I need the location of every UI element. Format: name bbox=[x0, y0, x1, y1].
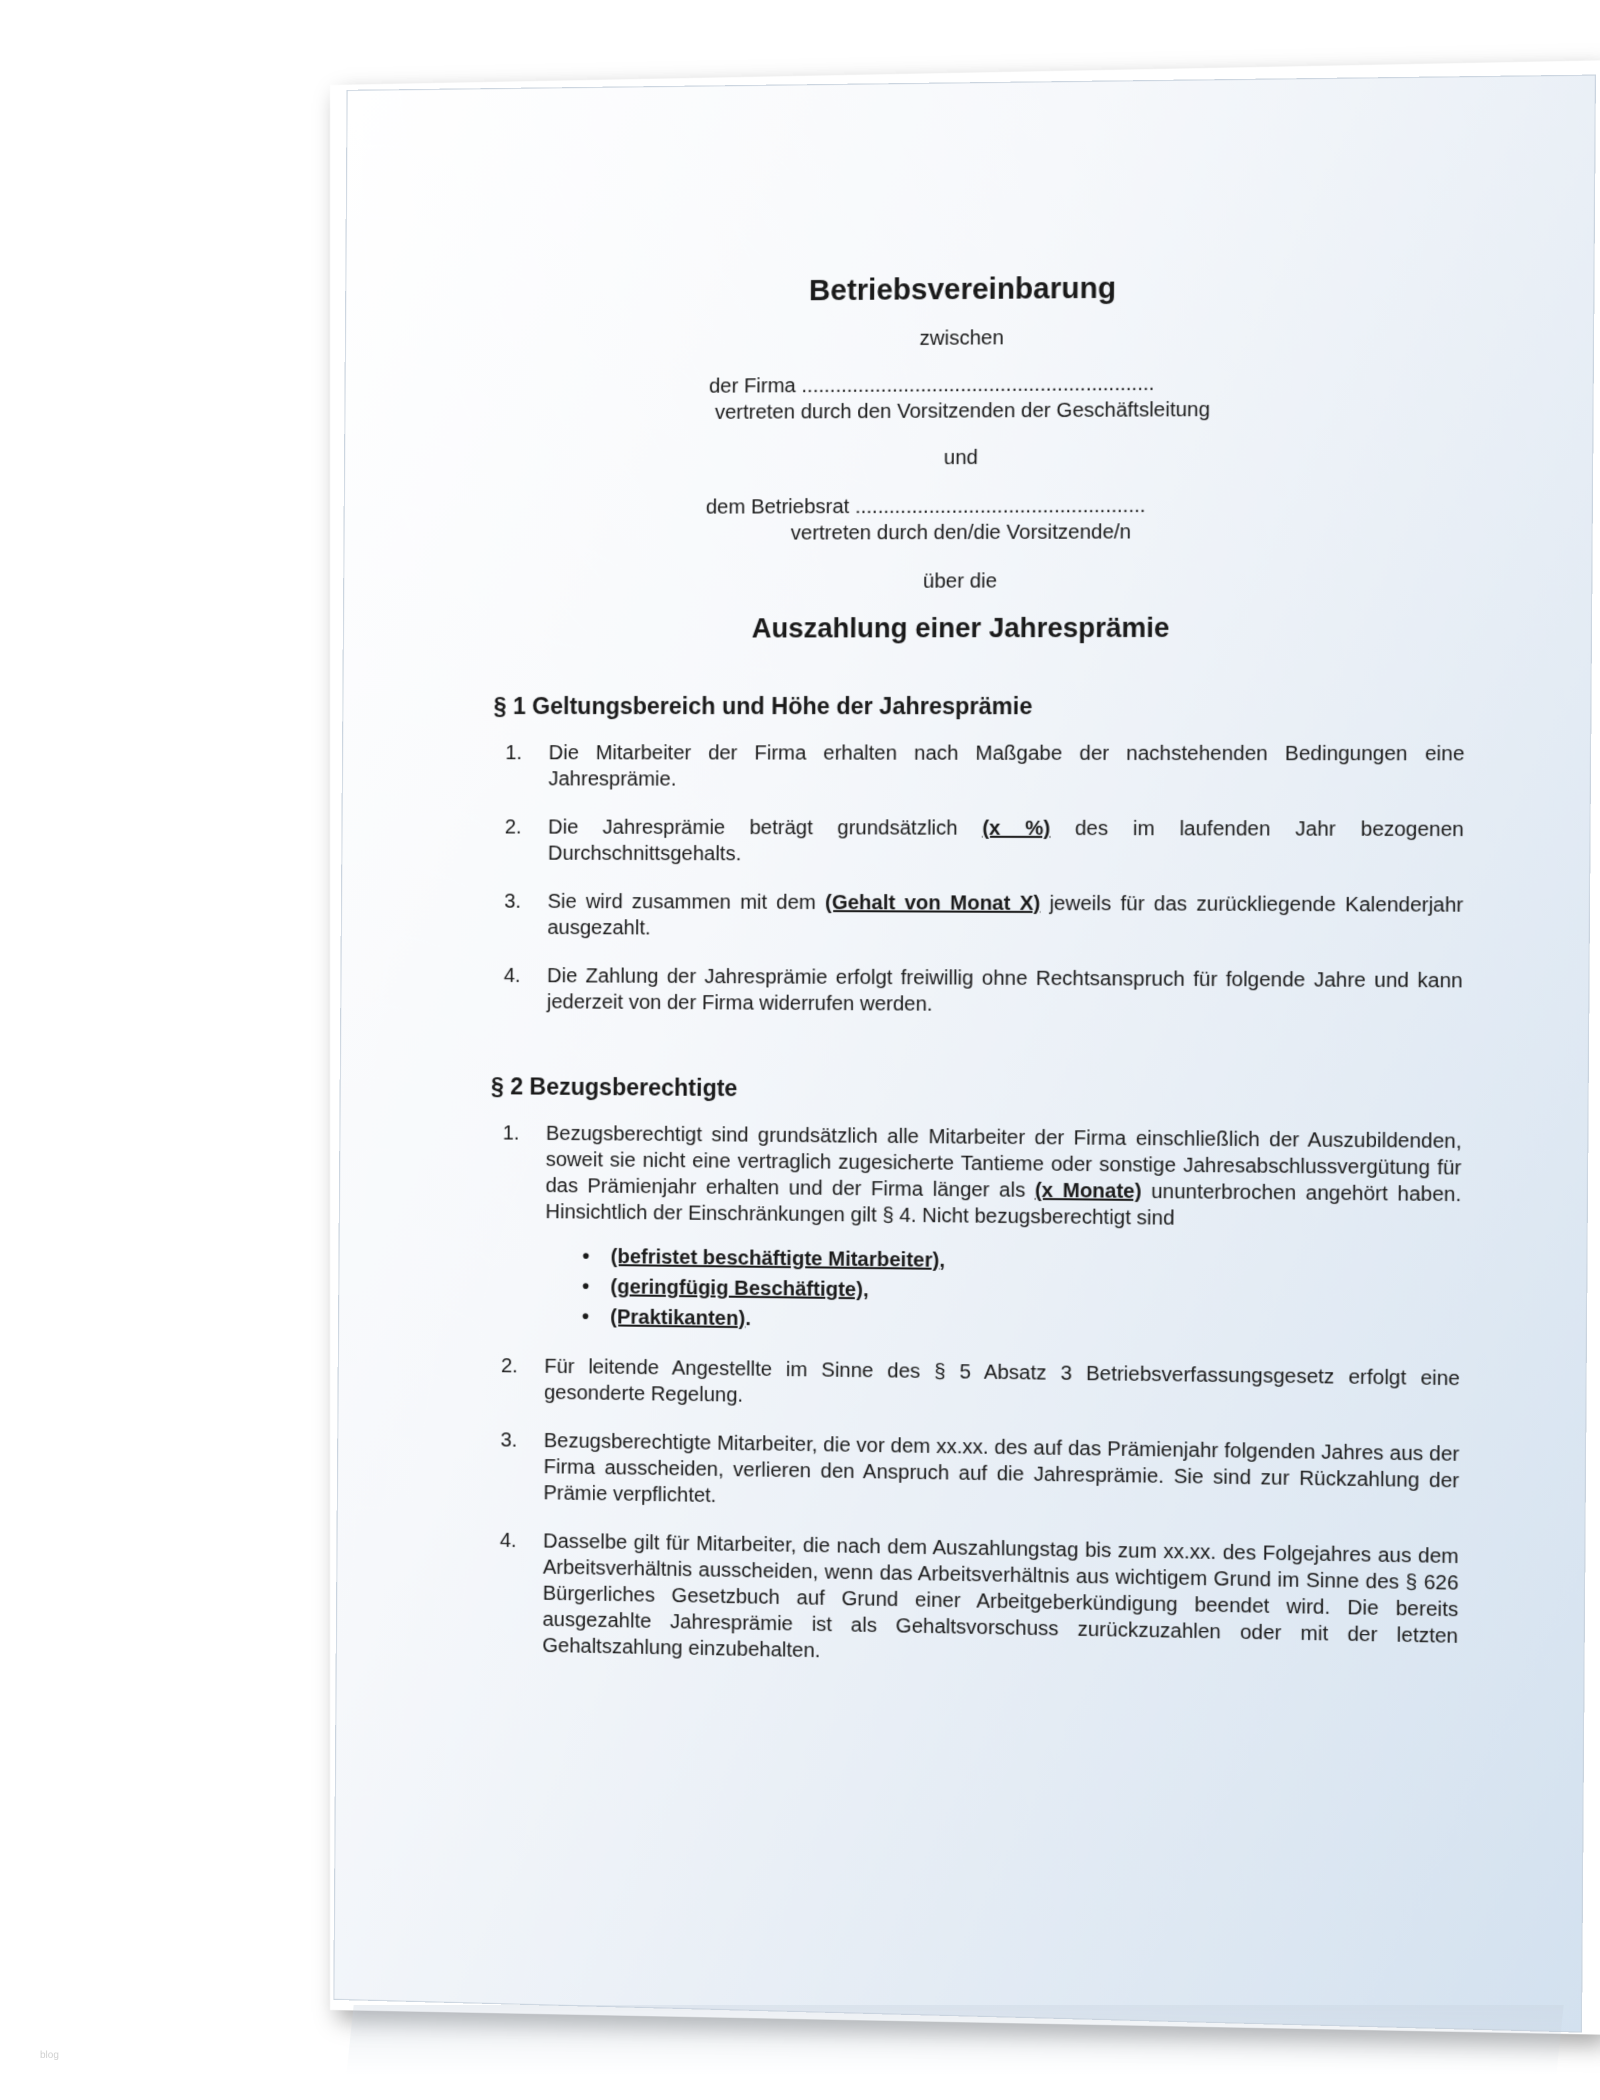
item-number: 1. bbox=[502, 1122, 520, 1145]
ueber-text: über die bbox=[922, 570, 998, 593]
bullet-icon: • bbox=[582, 1245, 590, 1268]
item-number: 2. bbox=[504, 816, 522, 839]
bullet-icon: • bbox=[581, 1305, 590, 1329]
zwischen-text: zwischen bbox=[919, 327, 1004, 350]
item-number: 4. bbox=[499, 1529, 517, 1553]
document-page bbox=[333, 75, 1596, 2033]
bullet-text: (geringfügig Beschäftigte) bbox=[610, 1276, 864, 1302]
list-item bbox=[457, 1527, 1459, 1677]
list-item bbox=[461, 963, 1463, 1022]
document-title: Betriebsvereinbarung bbox=[808, 272, 1117, 308]
item-text: ununterbrochen angehört haben. Hinsichtlich der Einschränkungen gilt § 4. Nicht bezugsberechtigt sind bbox=[545, 1180, 1462, 1230]
item-number: 3. bbox=[500, 1429, 518, 1452]
section-2-heading: § 2 Bezugsberechtigte bbox=[490, 1073, 738, 1102]
firma-line: der Firma .............................................................. bbox=[708, 372, 1155, 398]
list-item bbox=[459, 1353, 1460, 1419]
item-number: 1. bbox=[505, 742, 523, 765]
betriebsrat-vertreten-line: vertreten durch den/die Vorsitzende/n bbox=[790, 521, 1132, 545]
item-text: Bezugsberechtigt sind grundsätzlich alle Mitarbeiter der Firma einschließlich der Auszubildenden, soweit sie nicht eine vertraglich zugesicherte Tantieme oder sonstige Jahresabschlussvergütung für das Prämienjahr erhalten und der Firma länger als bbox=[545, 1122, 1462, 1202]
bullet-text: (Praktikanten) bbox=[610, 1306, 746, 1331]
item-text: Die Jahresprämie beträgt grundsätzlich bbox=[548, 816, 983, 840]
page-reflection bbox=[346, 2005, 1563, 2075]
item-number: 4. bbox=[503, 964, 521, 988]
list-item bbox=[458, 1427, 1460, 1521]
section-2-list-continued bbox=[457, 1353, 1460, 1677]
list-item bbox=[462, 888, 1464, 945]
section-2-list bbox=[460, 1120, 1462, 1235]
item-number: 3. bbox=[504, 890, 522, 913]
exclusion-bullet-list bbox=[459, 1240, 1461, 1343]
bullet-text: (befristet beschäftigte Mitarbeiter) bbox=[610, 1245, 940, 1272]
und-text: und bbox=[943, 446, 979, 470]
bullet-suffix: , bbox=[862, 1279, 869, 1302]
bullet-icon: • bbox=[582, 1275, 590, 1299]
placeholder-monat: (Gehalt von Monat X) bbox=[824, 891, 1041, 916]
item-text: Die Mitarbeiter der Firma erhalten nach Maßgabe der nachstehenden Bedingungen eine Jahresprämie. bbox=[548, 742, 1465, 791]
item-text: Bezugsberechtigte Mitarbeiter, die vor dem xx.xx. des auf das Prämienjahr folgenden Jahres aus der Firma ausscheiden, verlieren den Anspruch auf die Jahresprämie. Sie sind zur Rückzahlung der Prämie verpflichtet. bbox=[543, 1430, 1460, 1508]
item-text: des im laufenden Jahr bezogenen Durchschnittsgehalts. bbox=[547, 817, 1464, 866]
placeholder-percent: (x %) bbox=[982, 817, 1051, 840]
item-number: 2. bbox=[500, 1355, 518, 1378]
item-text: Sie wird zusammen mit dem bbox=[547, 890, 826, 915]
item-text: Dasselbe gilt für Mitarbeiter, die nach dem Auszahlungstag bis zum xx.xx. des Folgejahres aus dem Arbeitsverhältnis ausscheiden, wenn das Arbeitsverhältnis aus wichtigem Grund im Sinne des § 626 Bürgerliches Gesetzbuch auf Grund einer Arbeitgeberkündigung beendet wird. Die bereits ausgezahlte Jahresprämie ist als Gehaltsvorschuss zurückzuzahlen oder mit der letzten Gehaltszahlung einzubehalten. bbox=[542, 1530, 1459, 1663]
placeholder-monate: (x Monate) bbox=[1034, 1179, 1142, 1204]
firma-vertreten-line: vertreten durch den Vorsitzenden der Geschäftsleitung bbox=[714, 398, 1211, 424]
item-text: Für leitende Angestellte im Sinne des § 5 Absatz 3 Betriebsverfassungsgesetz erfolgt eine gesonderte Regelung. bbox=[544, 1355, 1461, 1407]
bullet-suffix: . bbox=[745, 1307, 751, 1331]
list-item bbox=[462, 814, 1464, 870]
watermark-text: blog bbox=[40, 2050, 59, 2061]
document-content bbox=[337, 76, 1595, 1702]
list-item bbox=[460, 1120, 1462, 1235]
item-text: jeweils für das zurückliegende Kalenderjahr ausgezahlt. bbox=[547, 892, 1464, 940]
document-subtitle: Auszahlung einer Jahresprämie bbox=[751, 612, 1170, 644]
section-1-list bbox=[461, 740, 1464, 1021]
list-item bbox=[463, 740, 1465, 794]
section-1-heading: § 1 Geltungsbereich und Höhe der Jahresprämie bbox=[493, 692, 1033, 720]
bullet-suffix: , bbox=[939, 1249, 946, 1272]
betriebsrat-line: dem Betriebsrat ................................................... bbox=[705, 494, 1146, 519]
item-text: Die Zahlung der Jahresprämie erfolgt freiwillig ohne Rechtsanspruch für folgende Jahre und kann jederzeit von der Firma widerrufen werden. bbox=[546, 965, 1463, 1016]
